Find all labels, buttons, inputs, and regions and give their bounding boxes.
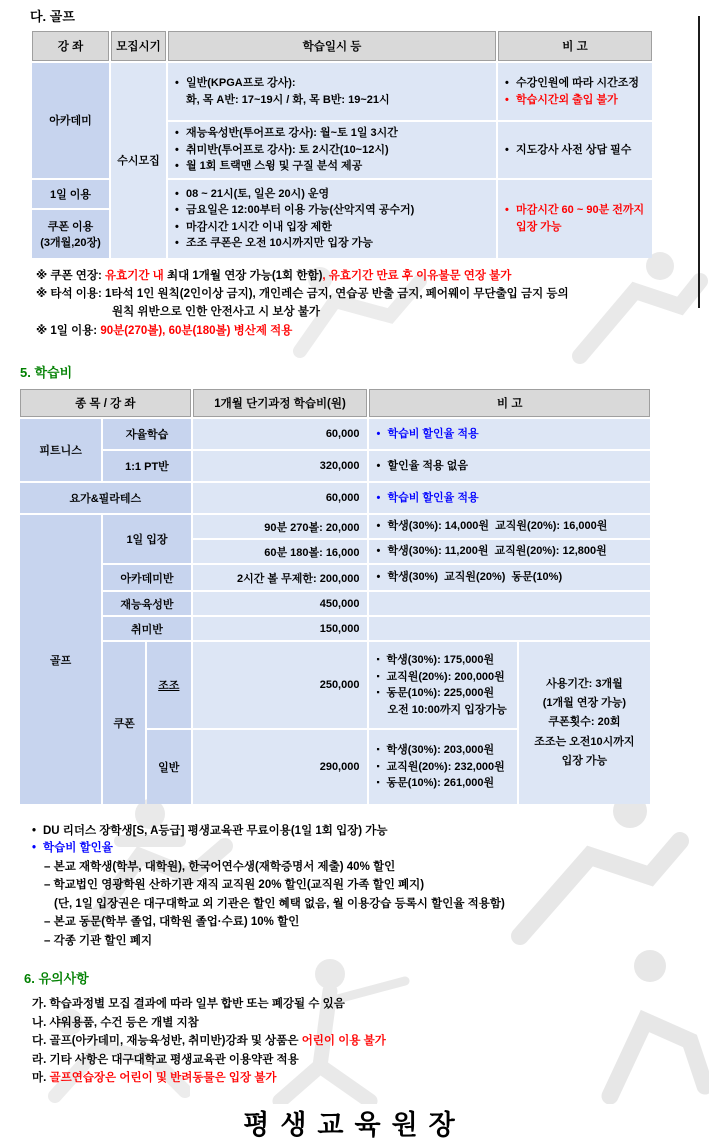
remark-line-red: • 마감시간 60 ~ 90분 전까지 입장 가능 — [505, 202, 645, 235]
cell-recruit-anytime: 수시모집 — [111, 63, 166, 258]
cell-coupon-early-fee: 250,000 — [193, 642, 368, 728]
note-seat-use-cont: 원칙 위반으로 인한 안전사고 시 보상 불가 — [112, 306, 321, 319]
usage-line: 조조는 오전10시까지 — [534, 735, 635, 748]
remark-line: ▪ 교직원(20%): 200,000원 — [376, 669, 509, 686]
cell-remark-daily-coupon — [498, 180, 652, 258]
fee-header-tuition: 1개월 단기과정 학습비(원) — [193, 389, 368, 417]
cell-schedule-academy-general — [168, 63, 496, 120]
column-header-remarks: 비 고 — [498, 31, 652, 61]
remark-line: • 학생(30%): 11,200원 교직원(20%): 12,800원 — [376, 543, 643, 560]
usage-line: (1개월 연장 가능) — [542, 697, 627, 710]
cell-pt-fee: 320,000 — [193, 451, 368, 481]
discount-item-sub: (단, 1일 입장권은 대구대학교 외 기관은 할인 혜택 없음, 월 이용강습 등록시 할인율 적용함) — [54, 897, 505, 910]
cell-hobby-remark-empty — [369, 617, 650, 640]
cell-coupon-early — [147, 642, 191, 728]
heading-golf-section: 다. 골프 — [30, 9, 75, 24]
remark-line: • 지도강사 사전 상담 필수 — [505, 142, 645, 159]
cell-coupon-general-remark — [369, 730, 516, 804]
cell-self-study: 자율학습 — [103, 419, 190, 449]
remark-line-blue: • 학습비 할인율 적용 — [376, 490, 643, 507]
schedule-line: • 일반(KPGA프로 강사): — [175, 75, 489, 92]
usage-line: 입장 가능 — [561, 754, 608, 767]
remark-line: ▪ 학생(30%): 203,000원 — [376, 742, 509, 759]
remark-line: • 할인율 적용 없음 — [376, 458, 643, 475]
discount-item: – 본교 동문(학부 졸업, 대학원 졸업·수료) 10% 할인 — [44, 916, 300, 929]
remark-line: 오전 10:00까지 입장가능 — [387, 703, 507, 716]
cell-academy-class: 아카데미반 — [103, 565, 190, 590]
cell-yoga-fee: 60,000 — [193, 483, 368, 513]
cell-coupon-usage-terms — [519, 642, 650, 804]
remark-line: ▪ 교직원(20%): 232,000원 — [376, 759, 509, 776]
golf-schedule-table — [30, 29, 654, 260]
section6-heading: 6. 유의사항 — [24, 970, 89, 986]
remark-line: ▪ 동문(10%): 225,000원 — [376, 685, 509, 702]
caution-line: 가. 학습과정별 모집 결과에 따라 일부 합반 또는 폐강될 수 있음 — [32, 998, 345, 1011]
caution-line: 다. 골프(아카데미, 재능육성반, 취미반)강좌 및 상품은 어린이 이용 불가 — [32, 1035, 386, 1048]
cell-remark-academy-general — [498, 63, 652, 120]
cell-remark-academy-classes — [498, 122, 652, 178]
cell-academy-fee: 2시간 볼 무제한: 200,000 — [193, 565, 368, 590]
cell-schedule-daily-coupon — [168, 180, 496, 258]
column-header-schedule: 학습일시 등 — [168, 31, 496, 61]
remark-line: • 수강인원에 따라 시간조정 — [505, 75, 645, 92]
schedule-line: • 마감시간 1시간 이내 입장 제한 — [175, 219, 489, 236]
note-du-scholar: • DU 리더스 장학생[S, A등급] 평생교육관 무료이용(1일 1회 입장) 가능 — [32, 823, 709, 840]
cell-course-daily-use: 1일 이용 — [32, 180, 109, 208]
discount-item: – 각종 기관 할인 폐지 — [44, 935, 153, 948]
note-coupon-extension: ※ 쿠폰 연장: 유효기간 내 최대 1개월 연장 가능(1회 한함), 유효기간 만료 후 이유불문 연장 불가 — [36, 269, 512, 282]
cell-self-study-fee: 60,000 — [193, 419, 368, 449]
discount-item: – 본교 재학생(학부, 대학원), 한국어연수생(재학증명서 제출) 40% 할인 — [44, 860, 396, 873]
cell-fitness: 피트니스 — [20, 419, 101, 481]
discount-item: – 학교법인 영광학원 산하기관 재직 교직원 20% 할인(교직원 가족 할인 폐지) — [44, 879, 425, 892]
fee-header-remarks: 비 고 — [369, 389, 650, 417]
schedule-line: • 재능육성반(투어프로 강사): 월~토 1일 3시간 — [175, 125, 489, 142]
cell-talent-class: 재능육성반 — [103, 592, 190, 615]
fee-table — [18, 387, 652, 806]
fee-header-course: 종 목 / 강 좌 — [20, 389, 191, 417]
cell-daily60-remark — [369, 540, 650, 563]
remark-line: • 학생(30%) 교직원(20%) 동문(10%) — [376, 569, 643, 586]
remark-line: ▪ 학생(30%): 175,000원 — [376, 652, 509, 669]
remark-line-red: • 학습시간외 출입 불가 — [505, 92, 645, 109]
discount-notes — [32, 823, 709, 951]
remark-line-blue: • 학습비 할인율 적용 — [376, 426, 643, 443]
schedule-line: • 금요일은 12:00부터 이용 가능(산악지역 공수거) — [175, 202, 489, 219]
cell-pt-remark — [369, 451, 650, 481]
note-discount-title: • 학습비 할인율 — [32, 840, 709, 857]
cell-hobby-class: 취미반 — [103, 617, 190, 640]
cell-self-study-remark — [369, 419, 650, 449]
caution-line: 나. 샤워용품, 수건 등은 개별 지참 — [32, 1016, 199, 1029]
cell-daily60-fee: 60분 180볼: 16,000 — [193, 540, 368, 563]
cell-talent-fee: 450,000 — [193, 592, 368, 615]
cell-course-academy: 아카데미 — [32, 63, 109, 178]
cell-talent-remark-empty — [369, 592, 650, 615]
note-daily-use: ※ 1일 이용: 90분(270볼), 60분(180볼) 병산제 적용 — [36, 324, 293, 337]
schedule-table-notes — [36, 267, 709, 341]
cell-hobby-fee: 150,000 — [193, 617, 368, 640]
schedule-line: 화, 목 A반: 17~19시 / 화, 목 B반: 19~21시 — [186, 93, 390, 106]
cell-academy-remark — [369, 565, 650, 590]
coupon-course-line: 쿠폰 이용 — [47, 220, 94, 233]
caution-line: 마. 골프연습장은 어린이 및 반려동물은 입장 불가 — [32, 1072, 277, 1085]
cell-daily90-fee: 90분 270볼: 20,000 — [193, 515, 368, 538]
cell-daily-entry: 1일 입장 — [103, 515, 190, 563]
schedule-line: • 취미반(투어프로 강사): 토 2시간(10~12시) — [175, 142, 489, 159]
cell-pt-class: 1:1 PT반 — [103, 451, 190, 481]
cell-yoga-remark — [369, 483, 650, 513]
signature-title: 평생교육원장 — [243, 1110, 466, 1141]
usage-line: 사용기간: 3개월 — [546, 677, 623, 690]
cautions-section — [24, 969, 709, 1088]
coupon-course-line: (3개월,20장) — [40, 236, 101, 249]
coupon-early-label: 조조 — [158, 680, 180, 693]
caution-line: 라. 기타 사항은 대구대학교 평생교육관 이용약관 적용 — [32, 1053, 299, 1066]
note-seat-use: ※ 타석 이용: 1타석 1인 원칙(2인이상 금지), 개인레슨 금지, 연습공 반출 금지, 페어웨이 무단출입 금지 등의 — [36, 287, 569, 300]
cell-golf: 골프 — [20, 515, 101, 804]
section5-heading: 5. 학습비 — [20, 365, 73, 381]
column-header-recruit-period: 모집시기 — [111, 31, 166, 61]
cell-course-coupon-use — [32, 210, 109, 258]
cell-yoga-pilates: 요가&필라테스 — [20, 483, 191, 513]
usage-line: 쿠폰횟수: 20회 — [548, 716, 621, 729]
cell-coupon-general: 일반 — [147, 730, 191, 804]
cell-coupon-general-fee: 290,000 — [193, 730, 368, 804]
cell-schedule-academy-classes — [168, 122, 496, 178]
cell-daily90-remark — [369, 515, 650, 538]
remark-line: ▪ 동문(10%): 261,000원 — [376, 775, 509, 792]
column-header-course: 강 좌 — [32, 31, 109, 61]
schedule-line: • 월 1회 트랙맨 스윙 및 구질 분석 제공 — [175, 158, 489, 175]
schedule-line: • 조조 쿠폰은 오전 10시까지만 입장 가능 — [175, 235, 489, 252]
cell-coupon: 쿠폰 — [103, 642, 145, 804]
schedule-line: • 08 ~ 21시(토, 일은 20시) 운영 — [175, 186, 489, 203]
remark-line: • 학생(30%): 14,000원 교직원(20%): 16,000원 — [376, 518, 643, 535]
cell-coupon-early-remark — [369, 642, 516, 728]
